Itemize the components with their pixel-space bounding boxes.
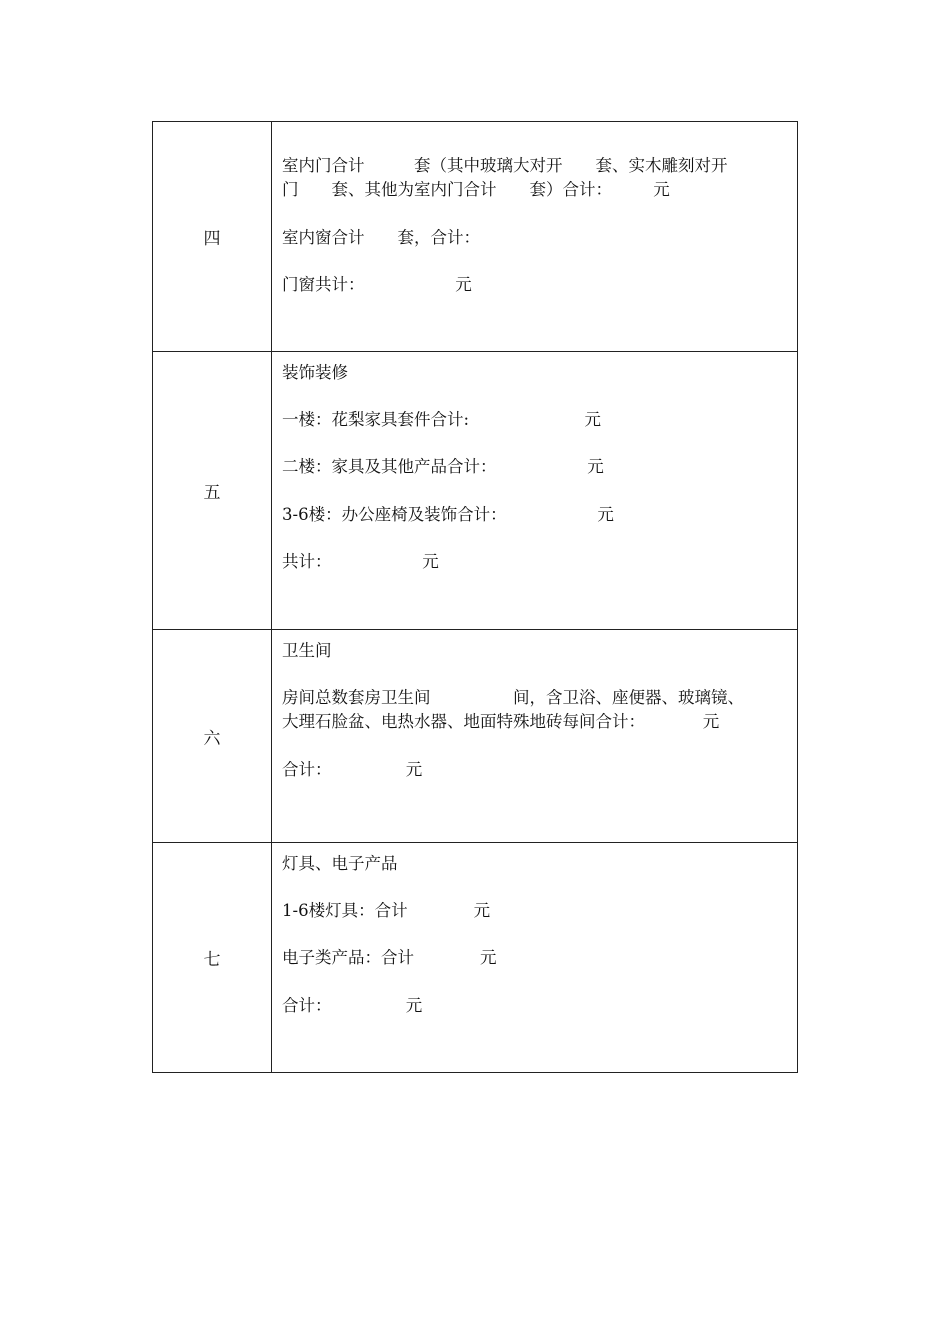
content-line: 室内门合计 套（其中玻璃大对开 套、实木雕刻对开 [282, 156, 728, 175]
content-line: 卫生间 [282, 641, 332, 660]
content-line: 门 套、其他为室内门合计 套）合计： 元 [282, 180, 670, 199]
table-row [153, 352, 798, 630]
content-line: 门窗共计： 元 [282, 275, 472, 294]
content-line: 大理石脸盆、电热水器、地面特殊地砖每间合计： 元 [282, 712, 720, 731]
items-table [152, 121, 798, 1073]
row-number: 四 [153, 122, 272, 352]
content-line: 电子类产品：合计 元 [282, 948, 497, 967]
content-line: 共计： 元 [282, 552, 439, 571]
row-number: 七 [153, 843, 272, 1073]
content-line: 一楼：花梨家具套件合计: 元 [282, 410, 602, 429]
content-line: 房间总数套房卫生间 间，含卫浴、座便器、玻璃镜、 [282, 688, 744, 707]
content-line: 1-6楼灯具：合计 元 [282, 901, 491, 920]
content-line: 合计： 元 [282, 996, 423, 1015]
table-row [153, 843, 798, 1073]
content-line: 装饰装修 [282, 363, 348, 382]
content-line: 灯具、电子产品 [282, 854, 398, 873]
content-line: 3-6楼：办公座椅及装饰合计： 元 [282, 505, 614, 524]
row-content [272, 843, 798, 1073]
row-content [272, 630, 798, 843]
row-number: 五 [153, 352, 272, 630]
row-number: 六 [153, 630, 272, 843]
content-line: 室内窗合计 套，合计： [282, 228, 480, 247]
row-content [272, 352, 798, 630]
content-line: 二楼：家具及其他产品合计： 元 [282, 457, 604, 476]
row-content [272, 122, 798, 352]
table-row [153, 122, 798, 352]
content-line: 合计： 元 [282, 760, 423, 779]
table-row [153, 630, 798, 843]
